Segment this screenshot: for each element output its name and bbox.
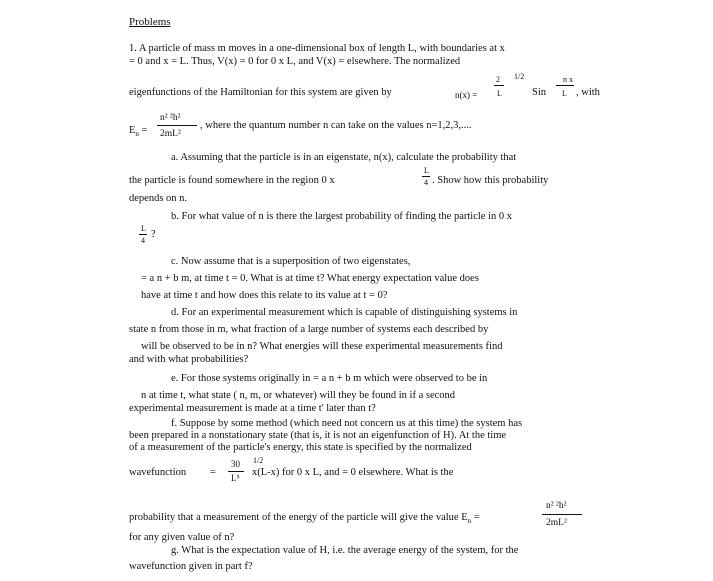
part-b-frac-den: 4 <box>141 236 145 245</box>
wf-frac-den: L⁵ <box>231 473 240 483</box>
intro-line-3: eigenfunctions of the Hamiltonian for this system are given by <box>129 87 392 98</box>
part-f-en-den: 2mL² <box>546 518 567 528</box>
wf-frac-pow: 1/2 <box>253 456 264 465</box>
part-c-line-2: = a n + b m, at time t = 0. What is at time t? What energy expectation value does <box>141 273 479 284</box>
part-c-line-3: have at time t and how does this relate to its value at t = 0? <box>141 290 388 301</box>
part-a-frac-den: 4 <box>424 178 428 187</box>
part-f-line-3: of a measurement of the particle's energy, this state is specified by the normalized <box>129 442 472 453</box>
part-e-line-3: experimental measurement is made at a time t' later than t? <box>129 403 376 414</box>
part-f-line-4: probability that a measurement of the energy of the particle will give the value $E_n$ = <box>129 512 480 526</box>
part-f-line-2: been prepared in a nonstationary state (that is, it is not an eigenfunction of H). At the time <box>129 430 507 441</box>
wf-equals: = <box>210 467 216 478</box>
en-lhs: $E_n$ = <box>129 125 148 139</box>
part-b-frac-bar <box>139 234 147 235</box>
part-g-line-1: g. What is the expectation value of H, i.e. the average energy of the system, for the <box>171 545 519 556</box>
norm-frac-num: 2 <box>496 75 500 84</box>
wf-label: wavefunction <box>129 467 187 478</box>
part-a-line-2b: . Show how this probability <box>432 175 549 186</box>
sin-arg-den: L <box>562 89 567 98</box>
sin-frac-bar <box>556 85 574 86</box>
part-g-line-2: wavefunction given in part f? <box>129 561 253 572</box>
part-f-line-5: for any given value of n? <box>129 532 235 543</box>
part-c-line-1: c. Now assume that is a superposition of two eigenstates, <box>171 256 411 267</box>
part-d-line-1: d. For an experimental measurement which is capable of distinguishing systems in <box>171 307 518 318</box>
wf-frac-num: 30 <box>231 459 240 469</box>
part-b-line-1: b. For what value of n is there the largest probability of finding the particle in 0 x <box>171 211 512 222</box>
part-f-en-num: n² ²h² <box>546 501 567 511</box>
norm-frac-bar <box>494 85 504 86</box>
part-a-frac-bar <box>422 176 430 177</box>
psi-n-label: n(x) = <box>455 90 478 100</box>
problems-heading: Problems <box>129 16 171 28</box>
en-frac-bar <box>157 125 197 126</box>
part-e-line-2: n at time t, what state ( n, m, or whatever) will they be found in if a second <box>141 390 456 401</box>
part-a-line-2a: the particle is found somewhere in the region 0 x <box>129 175 335 186</box>
en-denominator: 2mL² <box>160 129 181 139</box>
part-f-en-frac-bar <box>542 514 582 515</box>
part-f-line-1: f. Suppose by some method (which need not concern us at this time) the system has <box>171 418 523 429</box>
wf-frac-bar <box>228 471 244 472</box>
part-a-line-3: depends on n. <box>129 193 188 204</box>
part-d-line-2: state n from those in m, what fraction of a large number of systems each described by <box>129 324 489 335</box>
with-text: , with <box>576 87 600 98</box>
part-a-line-1: a. Assuming that the particle is in an eigenstate, n(x), calculate the probability that <box>171 152 517 163</box>
part-a-frac-num: L <box>424 166 429 175</box>
intro-line-1: 1. A particle of mass m moves in a one-dimensional box of length L, with boundaries at x <box>129 43 505 54</box>
norm-frac-den: L <box>497 89 502 98</box>
norm-frac-pow: 1/2 <box>514 72 525 81</box>
part-e-line-1: e. For those systems originally in = a n + b m which were observed to be in <box>171 373 488 384</box>
intro-line-2: = 0 and x = L. Thus, V(x) = 0 for 0 x L, and V(x) = elsewhere. The normalized <box>129 56 461 67</box>
en-numerator: n² ²h² <box>160 113 181 123</box>
part-d-line-3: will be observed to be in n? What energies will these experimental measurements find <box>141 341 503 352</box>
part-b-frac-num: L <box>141 224 146 233</box>
en-description: , where the quantum number n can take on the values n=1,2,3,.... <box>200 120 472 131</box>
wf-rest: x(L-x) for 0 x L, and = 0 elsewhere. What is the <box>252 467 454 478</box>
part-d-line-4: and with what probabilities? <box>129 354 249 365</box>
sin-label: Sin <box>532 87 547 98</box>
sin-arg-num: n x <box>563 75 573 84</box>
part-b-question: ? <box>151 229 156 240</box>
